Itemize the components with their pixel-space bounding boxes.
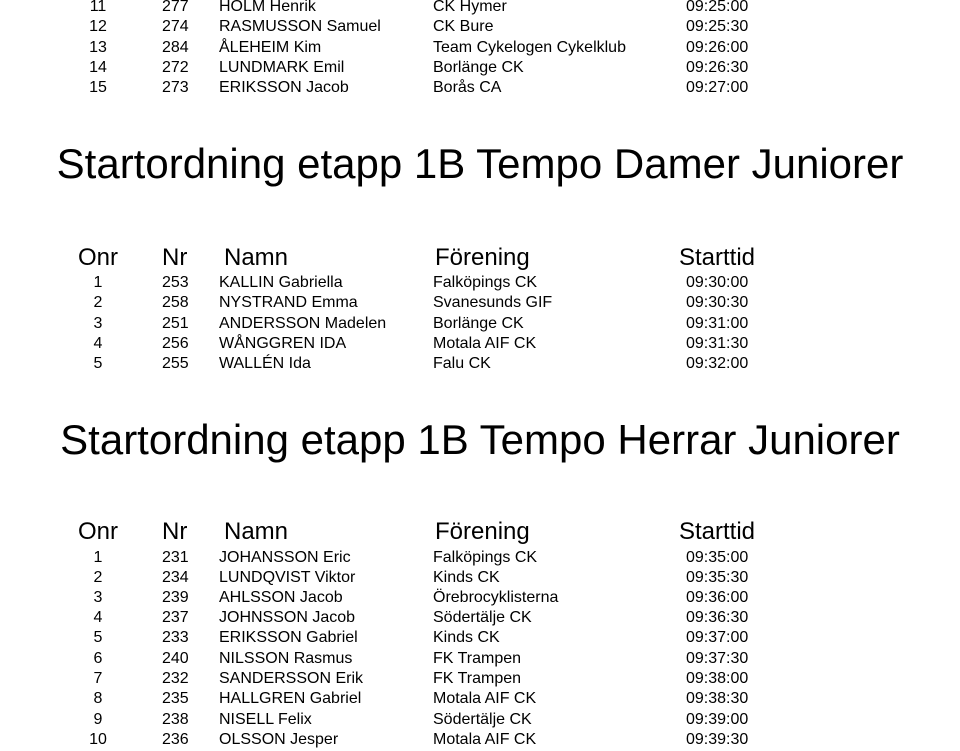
bib-number-cell: 255 (162, 355, 189, 372)
bib-number-cell: 238 (162, 711, 189, 728)
start-order-cell: 1 (93, 274, 103, 291)
table-row (0, 710, 960, 730)
club-cell: Motala AIF CK (433, 690, 537, 707)
club-cell: Kinds CK (433, 629, 500, 646)
start-order-cell: 12 (89, 18, 107, 35)
start-order-cell: 8 (93, 690, 103, 707)
club-cell: Team Cykelogen Cykelklub (433, 39, 626, 56)
start-order-cell: 15 (89, 79, 107, 96)
start-order-cell: 2 (93, 569, 103, 586)
bib-number-cell: 258 (162, 294, 189, 311)
start-time-cell: 09:27:00 (686, 79, 749, 96)
header-club: Förening (435, 518, 530, 545)
start-order-cell: 2 (93, 294, 103, 311)
start-time-cell: 09:30:00 (686, 274, 749, 291)
table-row (0, 273, 960, 293)
table-row (0, 0, 960, 17)
bib-number-cell: 240 (162, 650, 189, 667)
club-cell: Motala AIF CK (433, 335, 537, 352)
start-time-cell: 09:31:30 (686, 335, 749, 352)
start-order-cell: 5 (93, 355, 103, 372)
table-row (0, 669, 960, 689)
start-order-cell: 7 (93, 670, 103, 687)
bib-number-cell: 239 (162, 589, 189, 606)
start-order-cell: 4 (93, 609, 103, 626)
start-time-cell: 09:32:00 (686, 355, 749, 372)
rider-name-cell: LUNDQVIST Viktor (219, 569, 356, 586)
club-cell: FK Trampen (433, 670, 522, 687)
rider-name-cell: ERIKSSON Jacob (219, 79, 349, 96)
table-row (0, 588, 960, 608)
table-row (0, 314, 960, 334)
rider-name-cell: ÅLEHEIM Kim (219, 39, 322, 56)
start-order-cell: 11 (89, 0, 107, 15)
table-row (0, 628, 960, 648)
rider-name-cell: NYSTRAND Emma (219, 294, 358, 311)
table-row (0, 689, 960, 709)
club-cell: Falu CK (433, 355, 491, 372)
rider-name-cell: OLSSON Jesper (219, 731, 339, 748)
club-cell: CK Bure (433, 18, 494, 35)
table-row (0, 548, 960, 568)
bib-number-cell: 236 (162, 731, 189, 748)
start-time-cell: 09:37:00 (686, 629, 749, 646)
club-cell: Svanesunds GIF (433, 294, 553, 311)
club-cell: Södertälje CK (433, 711, 532, 728)
start-time-cell: 09:25:00 (686, 0, 749, 15)
club-cell: Falköpings CK (433, 274, 538, 291)
start-order-cell: 3 (93, 315, 103, 332)
table-row (0, 334, 960, 354)
club-cell: CK Hymer (433, 0, 507, 15)
rider-name-cell: WÅNGGREN IDA (219, 335, 347, 352)
table-row (0, 58, 960, 78)
start-time-cell: 09:26:30 (686, 59, 749, 76)
bib-number-cell: 253 (162, 274, 189, 291)
start-time-cell: 09:36:30 (686, 609, 749, 626)
start-time-cell: 09:39:30 (686, 731, 749, 748)
start-order-cell: 5 (93, 629, 103, 646)
header-club: Förening (435, 244, 530, 271)
rider-name-cell: JOHANSSON Eric (219, 549, 351, 566)
bib-number-cell: 256 (162, 335, 189, 352)
bib-number-cell: 273 (162, 79, 189, 96)
table-row (0, 78, 960, 98)
club-cell: FK Trampen (433, 650, 522, 667)
club-cell: Borlänge CK (433, 315, 524, 332)
header-nr: Nr (162, 518, 188, 545)
rider-name-cell: ANDERSSON Madelen (219, 315, 387, 332)
table-row (0, 38, 960, 58)
rider-name-cell: ERIKSSON Gabriel (219, 629, 358, 646)
header-time: Starttid (679, 518, 756, 545)
table-row (0, 730, 960, 750)
start-time-cell: 09:30:30 (686, 294, 749, 311)
start-time-cell: 09:38:30 (686, 690, 749, 707)
rider-name-cell: HALLGREN Gabriel (219, 690, 362, 707)
rider-name-cell: WALLÉN Ida (219, 355, 311, 372)
club-cell: Borlänge CK (433, 59, 524, 76)
start-order-cell: 13 (89, 39, 107, 56)
start-order-cell: 6 (93, 650, 103, 667)
rider-name-cell: LUNDMARK Emil (219, 59, 345, 76)
section-title-herrar: Startordning etapp 1B Tempo Herrar Juniorer (60, 416, 900, 463)
start-time-cell: 09:36:00 (686, 589, 749, 606)
rider-name-cell: KALLIN Gabriella (219, 274, 343, 291)
start-order-cell: 3 (93, 589, 103, 606)
bib-number-cell: 274 (162, 18, 189, 35)
bib-number-cell: 233 (162, 629, 189, 646)
start-time-cell: 09:37:30 (686, 650, 749, 667)
table-row (0, 17, 960, 37)
table-row (0, 649, 960, 669)
start-order-cell: 10 (89, 731, 107, 748)
start-order-cell: 9 (93, 711, 103, 728)
bib-number-cell: 284 (162, 39, 189, 56)
rider-name-cell: RASMUSSON Samuel (219, 18, 381, 35)
bib-number-cell: 234 (162, 569, 189, 586)
start-order-cell: 4 (93, 335, 103, 352)
header-nr: Nr (162, 244, 188, 271)
table-row (0, 293, 960, 313)
start-time-cell: 09:35:00 (686, 549, 749, 566)
club-cell: Borås CA (433, 79, 502, 96)
start-time-cell: 09:38:00 (686, 670, 749, 687)
club-cell: Södertälje CK (433, 609, 532, 626)
table-row (0, 354, 960, 374)
table-row (0, 608, 960, 628)
start-order-cell: 14 (89, 59, 107, 76)
bib-number-cell: 277 (162, 0, 189, 15)
club-cell: Örebrocyklisterna (433, 589, 559, 606)
start-time-cell: 09:35:30 (686, 569, 749, 586)
header-time: Starttid (679, 244, 756, 271)
start-order-cell: 1 (93, 549, 103, 566)
bib-number-cell: 251 (162, 315, 189, 332)
bib-number-cell: 237 (162, 609, 189, 626)
start-time-cell: 09:26:00 (686, 39, 749, 56)
bib-number-cell: 235 (162, 690, 189, 707)
club-cell: Kinds CK (433, 569, 500, 586)
bib-number-cell: 231 (162, 549, 189, 566)
header-onr: Onr (78, 518, 119, 545)
rider-name-cell: NISELL Felix (219, 711, 312, 728)
rider-name-cell: JOHNSSON Jacob (219, 609, 356, 626)
header-name: Namn (224, 244, 289, 271)
header-name: Namn (224, 518, 289, 545)
table-row (0, 568, 960, 588)
rider-name-cell: SANDERSSON Erik (219, 670, 364, 687)
rider-name-cell: HOLM Henrik (219, 0, 316, 15)
section-title-damer: Startordning etapp 1B Tempo Damer Juniorer (56, 140, 904, 187)
table-header (0, 244, 960, 272)
header-onr: Onr (78, 244, 119, 271)
start-time-cell: 09:25:30 (686, 18, 749, 35)
bib-number-cell: 272 (162, 59, 189, 76)
start-time-cell: 09:31:00 (686, 315, 749, 332)
start-time-cell: 09:39:00 (686, 711, 749, 728)
rider-name-cell: NILSSON Rasmus (219, 650, 353, 667)
club-cell: Falköpings CK (433, 549, 538, 566)
rider-name-cell: AHLSSON Jacob (219, 589, 343, 606)
bib-number-cell: 232 (162, 670, 189, 687)
table-header (0, 518, 960, 546)
club-cell: Motala AIF CK (433, 731, 537, 748)
